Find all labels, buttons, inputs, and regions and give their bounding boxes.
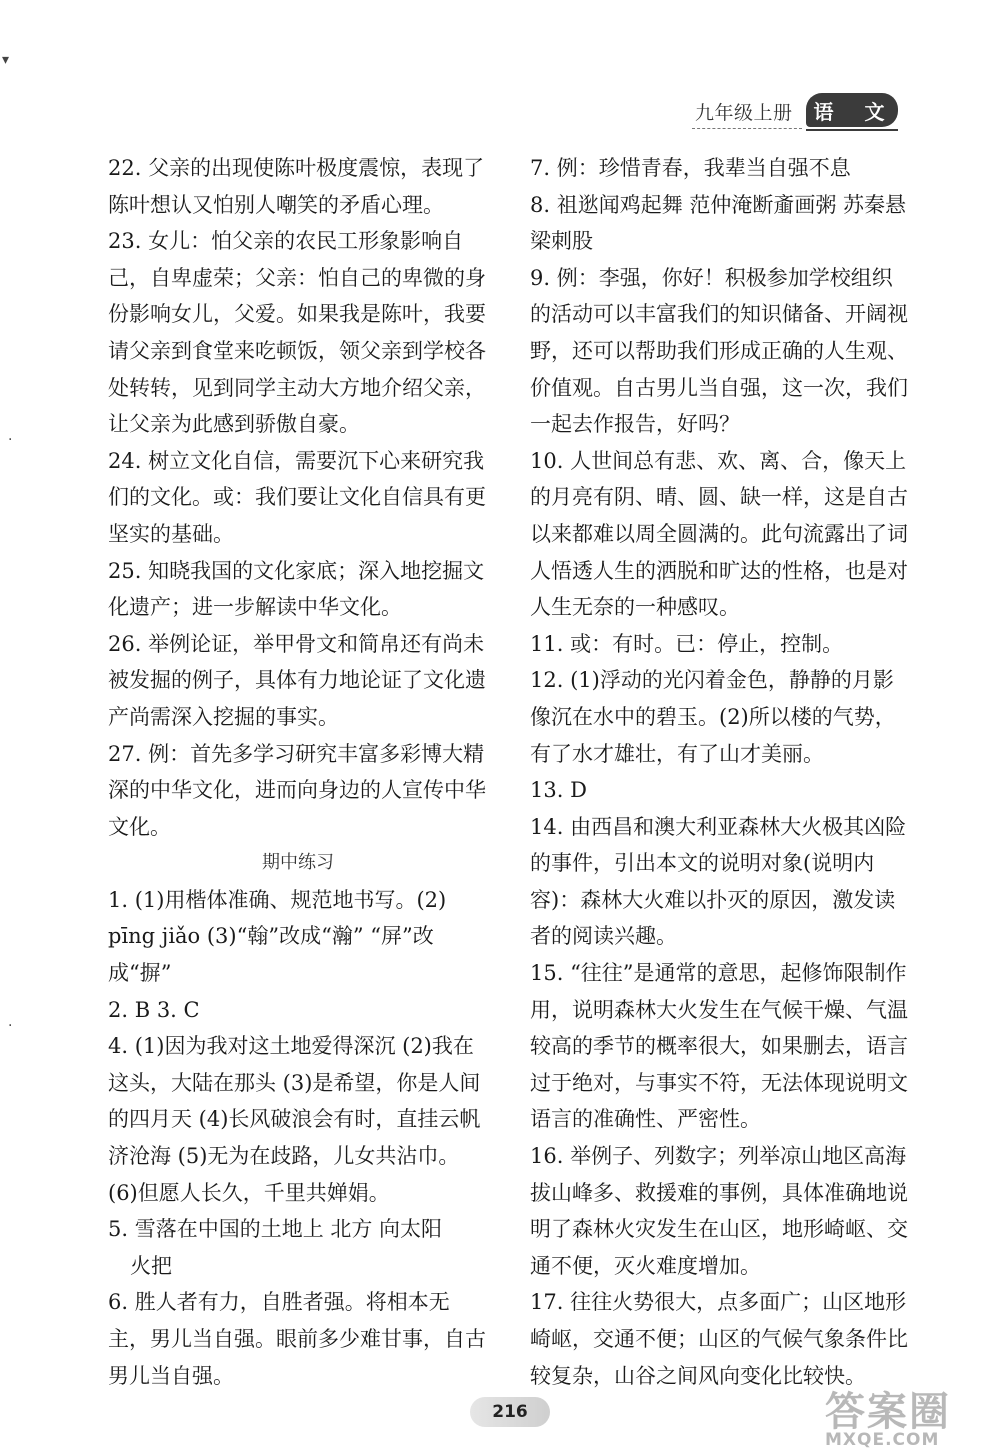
- watermark-text: 答案圈: [825, 1389, 951, 1435]
- answer-26: 26. 举例论证，举甲骨文和简帛还有尚未被发掘的例子，具体有力地论证了文化遗产尚需深入挖掘的事实。: [108, 631, 486, 729]
- grade-label: 九年级上册: [695, 102, 793, 124]
- midterm-answer-14: 14. 由西昌和澳大利亚森林大火极其凶险的事件，引出本文的说明对象(说明内容)：森林大火难以扑灭的原因，激发读者的阅读兴趣。: [530, 814, 907, 949]
- midterm-answer-16: 16. 举例子、列数字；列举凉山地区高海拔山峰多、救援难的事例，具体准确地说明了森林火灾发生在山区，地形崎岖、交通不便，灭火难度增加。: [530, 1144, 908, 1278]
- subject-tab: 语 文: [806, 93, 898, 127]
- answer-24: 24. 树立文化自信，需要沉下心来研究我们的文化。或：我们要让文化自信具有更坚实的基础。: [108, 448, 486, 546]
- midterm-answer-5-line1: 5. 雪落在中国的土地上 北方 向太阳: [108, 1217, 443, 1242]
- answers-right-column: [530, 150, 910, 1394]
- margin-mark: ·: [8, 432, 13, 448]
- midterm-answer-17: 17. 往往火势很大，点多面广；山区地形崎岖，交通不便；山区的气候气象条件比较复杂，山谷之间风向变化比较快。: [530, 1290, 908, 1388]
- midterm-answer-6: 6. 胜人者有力，自胜者强。将相本无主，男儿当自强。眼前多少难甘事，自古男儿当自强。: [108, 1290, 486, 1388]
- midterm-answer-10: 10. 人世间总有悲、欢、离、合，像天上的月亮有阴、晴、圆、缺一样，这是自古以来都难以周全圆满的。此句流露出了词人悟透人生的洒脱和旷达的性格，也是对人生无奈的一种感叹。: [530, 448, 908, 620]
- answer-27: 27. 例：首先多学习研究丰富多彩博大精深的中华文化，进而向身边的人宣传中华文化。: [108, 741, 486, 839]
- midterm-answer-1: 1. (1)用楷体准确、规范地书写。(2) pīng jiǎo (3)“翰”改成“瀚” “屏”改成“摒”: [108, 887, 447, 986]
- answer-22: 22. 父亲的出现使陈叶极度震惊，表现了陈叶想认又怕别人嘲笑的矛盾心理。: [108, 156, 485, 217]
- header-underline: [806, 129, 898, 131]
- section-title: 期中练习: [262, 852, 334, 874]
- midterm-answer-13: 13. D: [530, 778, 587, 803]
- margin-mark: ·: [8, 1018, 13, 1034]
- answer-25: 25. 知晓我国的文化家底；深入地挖掘文化遗产；进一步解读中华文化。: [108, 558, 485, 620]
- header-dashed-rule: [692, 128, 802, 129]
- midterm-answer-4: 4. (1)因为我对这土地爱得深沉 (2)我在这头，大陆在那头 (3)是希望，你是人间的四月天 (4)长风破浪会有时，直挂云帆济沧海 (5)无为在歧路，儿女共沾巾。(6)但愿人长久，千里共婵娟。: [108, 1034, 481, 1205]
- answer-23: 23. 女儿：怕父亲的农民工形象影响自己，自卑虚荣；父亲：怕自己的卑微的身份影响女儿，父爱。如果我是陈叶，我要请父亲到食堂来吃顿饭，领父亲到学校各处转转，见到同学主动大方地介绍父亲，让父亲为此感到骄傲自豪。: [108, 229, 486, 437]
- margin-mark: ▾: [2, 52, 10, 68]
- midterm-answer-12: 12. (1)浮动的光闪着金色，静静的月影像沉在水中的碧玉。(2)所以楼的气势，有了水才雄壮，有了山才美丽。: [530, 668, 896, 766]
- midterm-answer-7: 7. 例：珍惜青春，我辈当自强不息: [530, 156, 851, 180]
- watermark-logo: [825, 1389, 995, 1450]
- midterm-answer-15: 15. “往往”是通常的意思，起修饰限制作用，说明森林大火发生在气候干燥、气温较高的季节的概率很大，如果删去，语言过于绝对，与事实不符，无法体现说明文语言的准确性、严密性。: [530, 961, 908, 1132]
- answers-left-column: [108, 150, 488, 1394]
- midterm-answer-11: 11. 或：有时。已：停止，控制。: [530, 631, 844, 656]
- midterm-answer-5: [108, 1211, 488, 1284]
- midterm-answer-9: 9. 例：李强，你好！积极参加学校组织的活动可以丰富我们的知识储备、开阔视野，还可以帮助我们形成正确的人生观、价值观。自古男儿当自强，这一次，我们一起去作报告，好吗？: [530, 265, 908, 437]
- midterm-answer-8: 8. 祖逖闻鸡起舞 范仲淹断齑画粥 苏秦悬梁刺股: [530, 192, 907, 254]
- midterm-answer-5-line2: 火把: [130, 1253, 172, 1278]
- watermark-url: MXQE.COM: [825, 1430, 940, 1450]
- midterm-answer-2-3: 2. B 3. C: [108, 997, 200, 1022]
- page-number: 216: [470, 1397, 550, 1427]
